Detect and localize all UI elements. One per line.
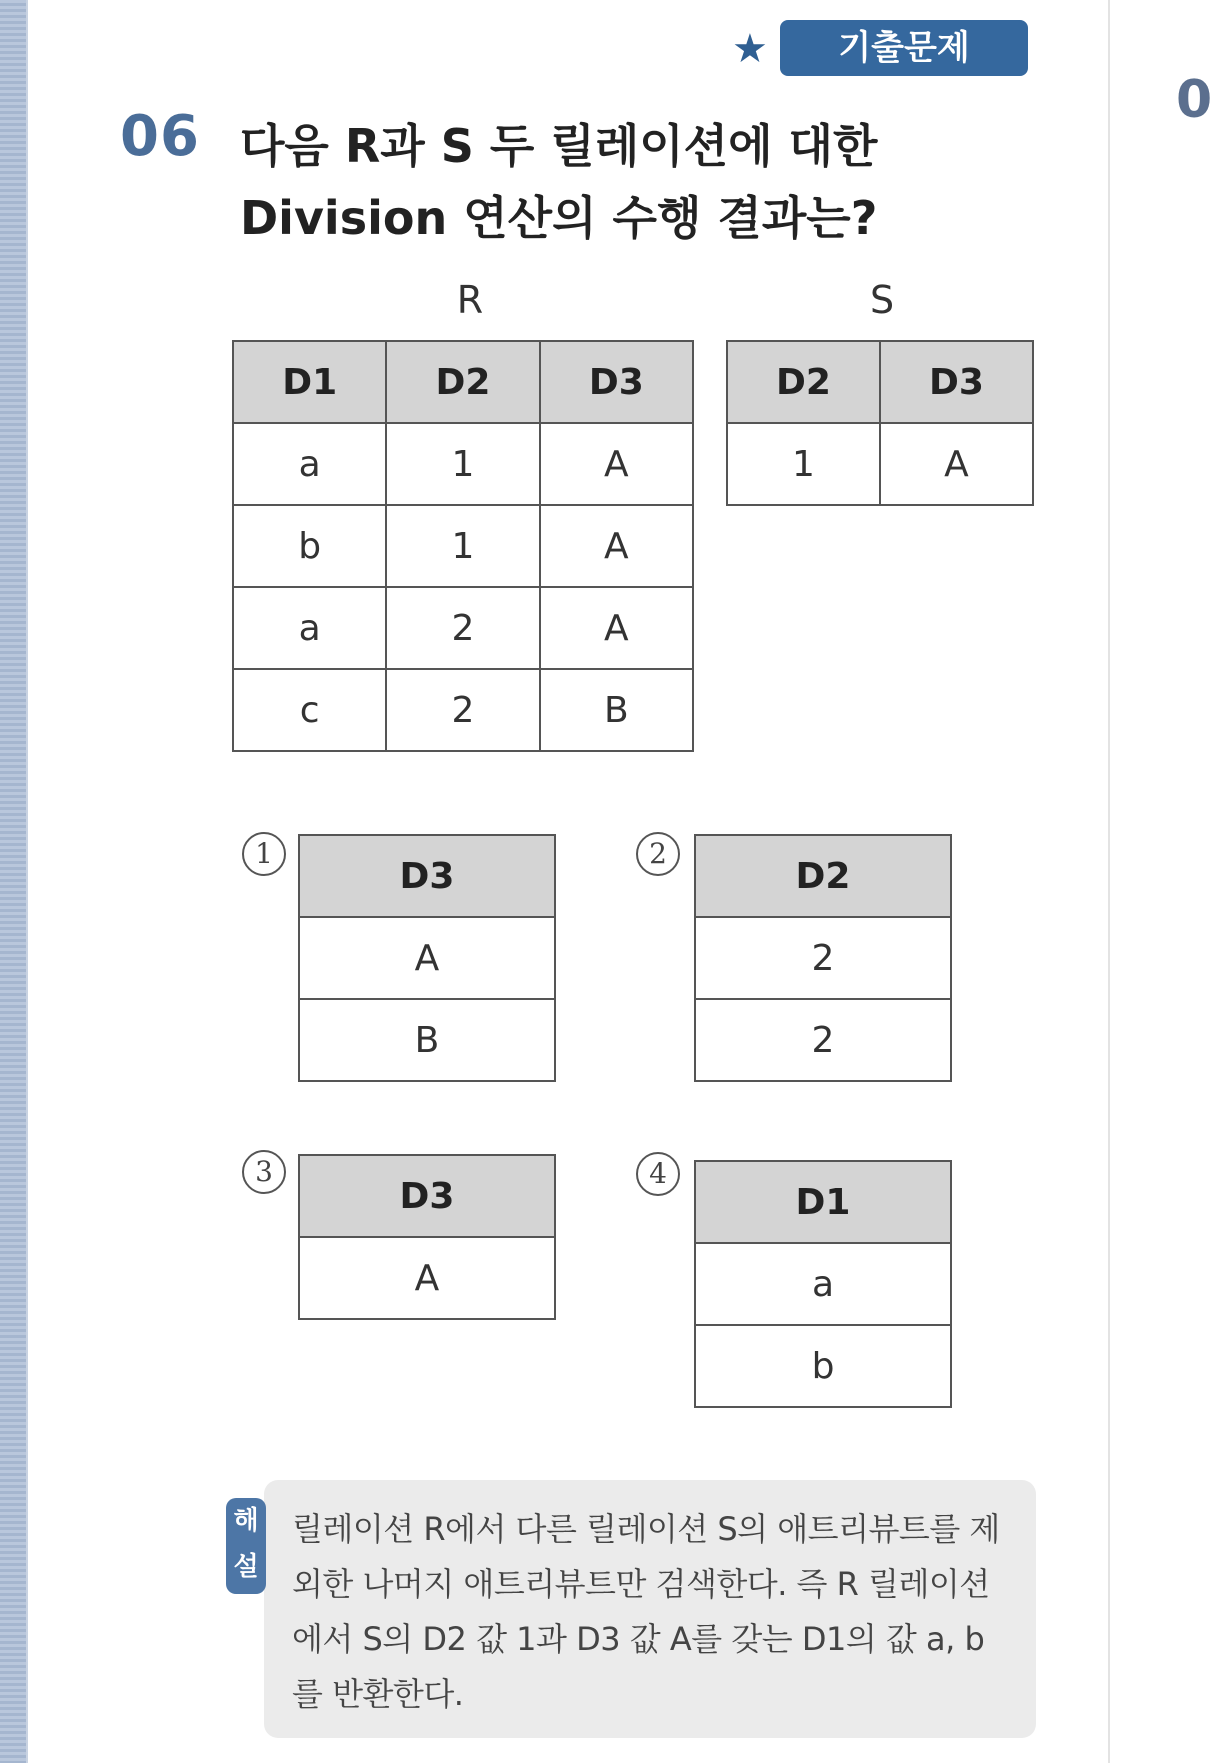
table-row <box>233 669 693 751</box>
table-row <box>695 917 951 999</box>
relation-r-label: R <box>456 278 484 322</box>
table-cell: 2 <box>386 587 539 669</box>
choice-4-marker[interactable]: 4 <box>636 1152 680 1196</box>
table-header-row <box>233 341 693 423</box>
table-cell: 2 <box>695 999 951 1081</box>
table-header-cell: D3 <box>299 1155 555 1237</box>
table-row <box>727 423 1033 505</box>
table-cell: 2 <box>386 669 539 751</box>
table-row <box>299 917 555 999</box>
table-cell: b <box>233 505 386 587</box>
table-header-row <box>727 341 1033 423</box>
table-cell: A <box>540 587 693 669</box>
explanation-badge-char: 설 <box>233 1552 259 1582</box>
table-header-row <box>299 835 555 917</box>
table-cell: B <box>540 669 693 751</box>
next-page-fragment: 0 <box>1176 70 1212 130</box>
past-exam-badge: 기출문제 <box>780 20 1028 76</box>
table-header-cell: D2 <box>386 341 539 423</box>
table-cell: A <box>880 423 1033 505</box>
choice-4-table[interactable] <box>694 1160 952 1408</box>
table-header-row <box>695 1161 951 1243</box>
question-text: 다음 R과 S 두 릴레이션에 대한 Division 연산의 수행 결과는? <box>240 119 878 245</box>
table-cell: 1 <box>386 505 539 587</box>
table-row <box>233 587 693 669</box>
table-header-cell: D3 <box>540 341 693 423</box>
choice-2-marker[interactable]: 2 <box>636 832 680 876</box>
table-cell: A <box>540 423 693 505</box>
table-cell: a <box>233 587 386 669</box>
table-cell: A <box>299 1237 555 1319</box>
relation-s-table <box>726 340 1034 506</box>
table-row <box>695 1243 951 1325</box>
choice-2-table[interactable] <box>694 834 952 1082</box>
question-number: 06 <box>120 104 200 169</box>
table-header-row <box>299 1155 555 1237</box>
page-binding-strip <box>0 0 26 1763</box>
table-cell: b <box>695 1325 951 1407</box>
choice-3-table[interactable] <box>298 1154 556 1320</box>
table-cell: A <box>540 505 693 587</box>
table-cell: 1 <box>727 423 880 505</box>
table-cell: c <box>233 669 386 751</box>
table-cell: A <box>299 917 555 999</box>
star-icon: ★ <box>732 26 768 72</box>
explanation-badge-char: 해 <box>233 1506 259 1536</box>
explanation-text: 릴레이션 R에서 다른 릴레이션 S의 애트리뷰트를 제외한 나머지 애트리뷰트만 검색한다. 즉 R 릴레이션에서 S의 D2 값 1과 D3 값 A를 갖는 D1의 값 a, b를 반환한다. <box>292 1510 1000 1713</box>
choice-3-marker[interactable]: 3 <box>242 1150 286 1194</box>
choice-1-table[interactable] <box>298 834 556 1082</box>
table-cell: a <box>233 423 386 505</box>
table-cell: B <box>299 999 555 1081</box>
choice-1-marker[interactable]: 1 <box>242 832 286 876</box>
table-row <box>299 999 555 1081</box>
table-header-cell: D1 <box>695 1161 951 1243</box>
table-cell: 2 <box>695 917 951 999</box>
explanation-badge <box>226 1498 266 1594</box>
page-divider <box>1108 0 1110 1763</box>
table-header-cell: D2 <box>695 835 951 917</box>
table-row <box>695 999 951 1081</box>
table-row <box>233 423 693 505</box>
table-row <box>299 1237 555 1319</box>
table-header-row <box>695 835 951 917</box>
relation-s-label: S <box>869 278 895 322</box>
table-cell: a <box>695 1243 951 1325</box>
table-row <box>233 505 693 587</box>
page-edge-line <box>26 0 28 1763</box>
table-header-cell: D3 <box>299 835 555 917</box>
table-header-cell: D1 <box>233 341 386 423</box>
table-header-cell: D2 <box>727 341 880 423</box>
table-cell: 1 <box>386 423 539 505</box>
relation-r-table <box>232 340 694 752</box>
table-header-cell: D3 <box>880 341 1033 423</box>
table-row <box>695 1325 951 1407</box>
